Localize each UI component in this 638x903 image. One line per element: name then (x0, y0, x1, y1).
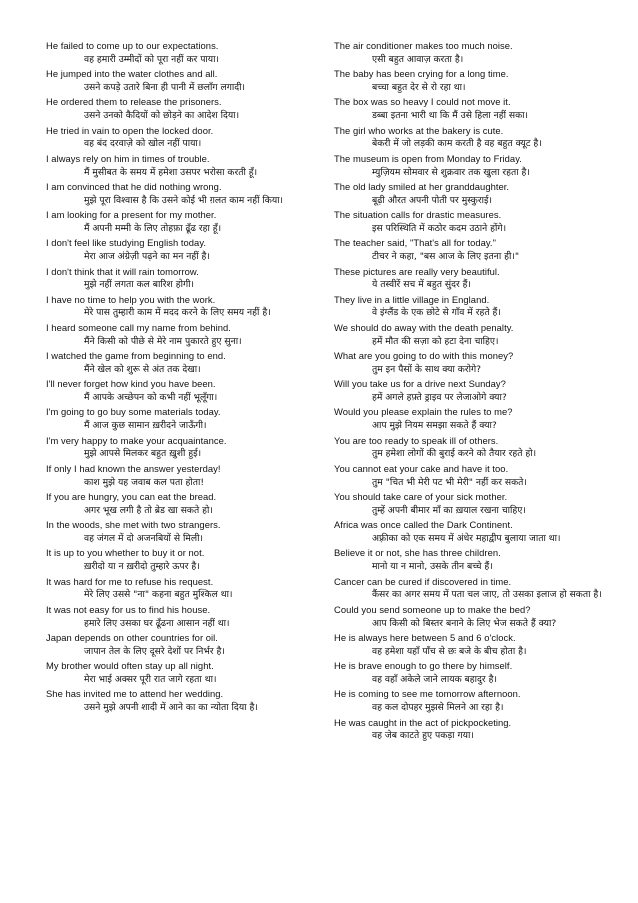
sentence-pair (334, 463, 616, 490)
hindi-translation: कैंसर का अगर समय में पता चल जाए, तो उसका इलाज हो सकता है। (372, 589, 602, 601)
sentence-pair (334, 632, 616, 659)
hindi-translation: मैंने खेल को शुरू से अंत तक देखा। (84, 363, 201, 375)
sentence-pair (334, 294, 616, 321)
hindi-translation: ख़रीदो या न ख़रीदो तुम्हारे ऊपर है। (84, 561, 200, 573)
sentence-pair (334, 237, 616, 264)
sentence-pair (334, 519, 616, 546)
english-sentence: My brother would often stay up all night. (46, 660, 214, 672)
english-sentence: He ordered them to release the prisoners. (46, 96, 222, 108)
hindi-translation: आप किसी को बिस्तर बनाने के लिए भेज सकते हैं क्या? (372, 617, 557, 629)
hindi-translation: अफ़्रीका को एक समय में अंधेर महाद्वीप बुलाया जाता था। (372, 532, 561, 544)
english-sentence: It was not easy for us to find his house. (46, 603, 211, 615)
english-sentence: The old lady smiled at her granddaughter. (334, 180, 510, 192)
english-sentence: I am convinced that he did nothing wrong. (46, 180, 222, 192)
sentence-pair (334, 491, 616, 518)
english-sentence: It is up to you whether to buy it or not. (46, 547, 205, 559)
sentence-pair (46, 125, 316, 152)
left-column (46, 40, 316, 903)
english-sentence: He jumped into the water clothes and all. (46, 68, 218, 80)
english-sentence: If you are hungry, you can eat the bread. (46, 491, 217, 502)
hindi-translation: बच्चा बहुत देर से रो रहा था। (372, 81, 466, 93)
sentence-pair (334, 688, 616, 715)
hindi-translation: मेरे लिए उससे "ना" कहना बहुत मुश्किल था। (84, 589, 233, 601)
english-sentence: What are you going to do with this money? (334, 350, 514, 362)
sentence-pair (46, 153, 316, 180)
sentence-pair (46, 40, 316, 67)
english-sentence: He is always here between 5 and 6 o'clock. (334, 631, 516, 643)
hindi-translation: मानो या न मानो, उसके तीन बच्चे हैं। (372, 561, 493, 573)
sentence-pair (46, 237, 316, 264)
sentence-pair (46, 266, 316, 293)
hindi-translation: टीचर ने कहा, "बस आज के लिए इतना ही।" (372, 251, 520, 263)
sentence-pair (46, 660, 316, 687)
sentence-pair (46, 632, 316, 659)
english-sentence: The museum is open from Monday to Friday. (334, 152, 522, 164)
english-sentence: Could you send someone up to make the bed? (334, 603, 531, 615)
hindi-translation: तुम "चित भी मेरी पट भी मेरी" नहीं कर सकते। (372, 476, 527, 488)
sentence-pair (46, 604, 316, 631)
english-sentence: I have no time to help you with the work. (46, 293, 216, 305)
english-sentence: Cancer can be cured if discovered in time. (334, 575, 512, 587)
hindi-translation: वह हमारी उम्मीदों को पूरा नहीं कर पाया। (84, 53, 219, 65)
sentence-pair (334, 266, 616, 293)
hindi-translation: आप मुझे नियम समझा सकते हैं क्या? (372, 420, 497, 432)
english-sentence: The situation calls for drastic measures. (334, 209, 502, 221)
hindi-translation: मुझे पूरा विश्वास है कि उसने कोई भी ग़लत काम नहीं किया। (84, 194, 284, 206)
sentence-pair (46, 378, 316, 405)
hindi-translation: म्युज़ियम सोमवार से शुक्रवार तक खुला रहता है। (372, 166, 530, 178)
english-sentence: He tried in vain to open the locked door. (46, 124, 214, 136)
english-sentence: The air conditioner makes too much noise. (334, 40, 513, 51)
english-sentence: The baby has been crying for a long time. (334, 68, 509, 80)
sentence-pair (46, 209, 316, 236)
sentence-pair (334, 576, 616, 603)
english-sentence: These pictures are really very beautiful. (334, 265, 500, 277)
hindi-translation: वह जेब काटते हुए पकड़ा गया। (372, 730, 474, 742)
sentence-pair (334, 181, 616, 208)
hindi-translation: बूढ़ी औरत अपनी पोती पर मुस्कुराई। (372, 194, 492, 206)
hindi-translation: ये तस्वीरें सच में बहुत सुंदर हैं। (372, 279, 472, 291)
english-sentence: If only I had known the answer yesterday! (46, 462, 221, 474)
english-sentence: I'll never forget how kind you have been. (46, 378, 216, 390)
sentence-pair (46, 519, 316, 546)
hindi-translation: हमारे लिए उसका घर ढूँढना आसान नहीं था। (84, 617, 230, 629)
hindi-translation: उसने कपड़े उतारे बिना ही पानी में छलाँग लगादी। (84, 81, 245, 93)
right-column (334, 40, 616, 903)
english-sentence: He was caught in the act of pickpocketing. (334, 716, 512, 728)
hindi-translation: मैं मुसीबत के समय में हमेशा उसपर भरोसा करती हूँ। (84, 166, 258, 178)
hindi-translation: जापान तेल के लिए दूसरे देशों पर निर्भर है। (84, 645, 225, 657)
hindi-translation: मुझे आपसे मिलकर बहुत ख़ुशी हुई। (84, 448, 202, 460)
english-sentence: You are too ready to speak ill of others. (334, 434, 499, 446)
english-sentence: She has invited me to attend her wedding. (46, 688, 224, 700)
english-sentence: I don't think that it will rain tomorrow. (46, 265, 199, 277)
sentence-pair (46, 491, 316, 518)
sentence-pair (334, 96, 616, 123)
sentence-pair (334, 40, 616, 67)
sentence-pair (46, 463, 316, 490)
hindi-translation: मेरा आज अंग्रेज़ी पढ़ने का मन नहीं है। (84, 251, 210, 263)
english-sentence: Africa was once called the Dark Continent. (334, 519, 513, 531)
sentence-pair (46, 294, 316, 321)
hindi-translation: मैं आज कुछ सामान ख़रीदने जाऊँगी। (84, 420, 207, 432)
sentence-pair (46, 576, 316, 603)
hindi-translation: एसी बहुत आवाज़ करता है। (372, 53, 464, 65)
sentence-pair (334, 435, 616, 462)
hindi-translation: इस परिस्थिति में कठोर कदम उठाने होंगे। (372, 222, 507, 234)
sentence-pair (46, 406, 316, 433)
sentence-pair (334, 660, 616, 687)
hindi-translation: वे इंग्लैंड के एक छोटे से गाँव में रहते हैं। (372, 307, 501, 319)
sentence-pair (334, 68, 616, 95)
hindi-translation: उसने उनको कैदियों को छोड़ने का आदेश दिया। (84, 110, 240, 122)
english-sentence: The teacher said, "That's all for today." (334, 237, 496, 249)
sentence-pair (46, 547, 316, 574)
sentence-pair (334, 547, 616, 574)
hindi-translation: वह वहाँ अकेले जाने लायक बहादुर है। (372, 673, 497, 685)
english-sentence: I'm very happy to make your acquaintance. (46, 434, 227, 446)
hindi-translation: हमें मौत की सज़ा को हटा देना चाहिए। (372, 335, 499, 347)
english-sentence: I always rely on him in times of trouble. (46, 152, 210, 164)
english-sentence: The box was so heavy I could not move it. (334, 96, 511, 108)
sentence-pair (334, 378, 616, 405)
hindi-translation: वह कल दोपहर मुझसे मिलने आ रहा है। (372, 702, 504, 714)
hindi-translation: मैं अपनी मम्मी के लिए तोहफ़ा ढूँढ रहा हूँ। (84, 222, 222, 234)
english-sentence: They live in a little village in England. (334, 293, 490, 305)
english-sentence: I don't feel like studying English today. (46, 237, 207, 249)
english-sentence: I heard someone call my name from behind. (46, 321, 231, 333)
hindi-translation: वह बंद दरवाज़े को खोल नहीं पाया। (84, 138, 202, 150)
english-sentence: We should do away with the death penalty. (334, 321, 514, 333)
sentence-pair (46, 322, 316, 349)
sentence-pair (46, 435, 316, 462)
english-sentence: It was hard for me to refuse his request. (46, 575, 214, 587)
english-sentence: He is brave enough to go there by himself. (334, 660, 513, 672)
sentence-pair (46, 68, 316, 95)
hindi-translation: हमें अगले हफ़्ते ड्राइव पर लेजाओगे क्या? (372, 392, 507, 404)
hindi-translation: तुम इन पैसों के साथ क्या करोगे? (372, 363, 482, 375)
sentence-pair (46, 688, 316, 715)
hindi-translation: मेरा भाई अक्सर पूरी रात जागे रहता था। (84, 673, 217, 685)
hindi-translation: तुम्हें अपनी बीमार माँ का ख़याल रखना चाहिए। (372, 504, 526, 516)
english-sentence: Will you take us for a drive next Sunday? (334, 378, 506, 390)
sentence-pair (334, 604, 616, 631)
english-sentence: The girl who works at the bakery is cute. (334, 124, 504, 136)
english-sentence: Would you please explain the rules to me? (334, 406, 513, 418)
sentence-pair (334, 153, 616, 180)
hindi-translation: अगर भूख लगी है तो ब्रेड खा सकते हो। (84, 504, 213, 516)
hindi-translation: मैं आपके अच्छेपन को कभी नहीं भूलूँगा। (84, 392, 218, 404)
english-sentence: I watched the game from beginning to end. (46, 350, 226, 362)
sentence-pair (46, 350, 316, 377)
hindi-translation: डब्बा इतना भारी था कि मैं उसे हिला नहीं सका। (372, 110, 529, 122)
hindi-translation: मैंने किसी को पीछे से मेरे नाम पुकारते हुए सुना। (84, 335, 242, 347)
english-sentence: He failed to come up to our expectations. (46, 40, 219, 51)
sentence-pair (334, 350, 616, 377)
hindi-translation: मुझे नहीं लगता कल बारिश होगी। (84, 279, 195, 291)
hindi-translation: वह हमेशा यहाँ पाँच से छः बजे के बीच होता है। (372, 645, 527, 657)
english-sentence: I'm going to go buy some materials today. (46, 406, 221, 418)
english-sentence: Japan depends on other countries for oil. (46, 631, 218, 643)
english-sentence: You cannot eat your cake and have it too. (334, 462, 509, 474)
hindi-translation: बेकरी में जो लड़की काम करती है वह बहुत क्यूट है। (372, 138, 542, 150)
english-sentence: In the woods, she met with two strangers. (46, 519, 221, 531)
sentence-pair (334, 322, 616, 349)
english-sentence: He is coming to see me tomorrow afternoon. (334, 688, 521, 700)
hindi-translation: तुम हमेशा लोगों की बुराई करने को तैयार रहते हो। (372, 448, 537, 460)
sentence-pair (334, 125, 616, 152)
english-sentence: You should take care of your sick mother. (334, 491, 508, 502)
hindi-translation: वह जंगल में दो अजनबियों से मिली। (84, 532, 203, 544)
sentence-pair (334, 717, 616, 744)
english-sentence: I am looking for a present for my mother. (46, 209, 217, 221)
sentence-pair (46, 181, 316, 208)
hindi-translation: काश मुझे यह जवाब कल पता होता! (84, 476, 205, 488)
sentence-pair (334, 209, 616, 236)
english-sentence: Believe it or not, she has three children. (334, 547, 501, 559)
sentence-pair (46, 96, 316, 123)
hindi-translation: मेरे पास तुम्हारी काम में मदद करने के लिए समय नहीं है। (84, 307, 271, 319)
hindi-translation: उसने मुझे अपनी शादी में आने का का न्योता दिया है। (84, 702, 258, 714)
sentence-pair (334, 406, 616, 433)
